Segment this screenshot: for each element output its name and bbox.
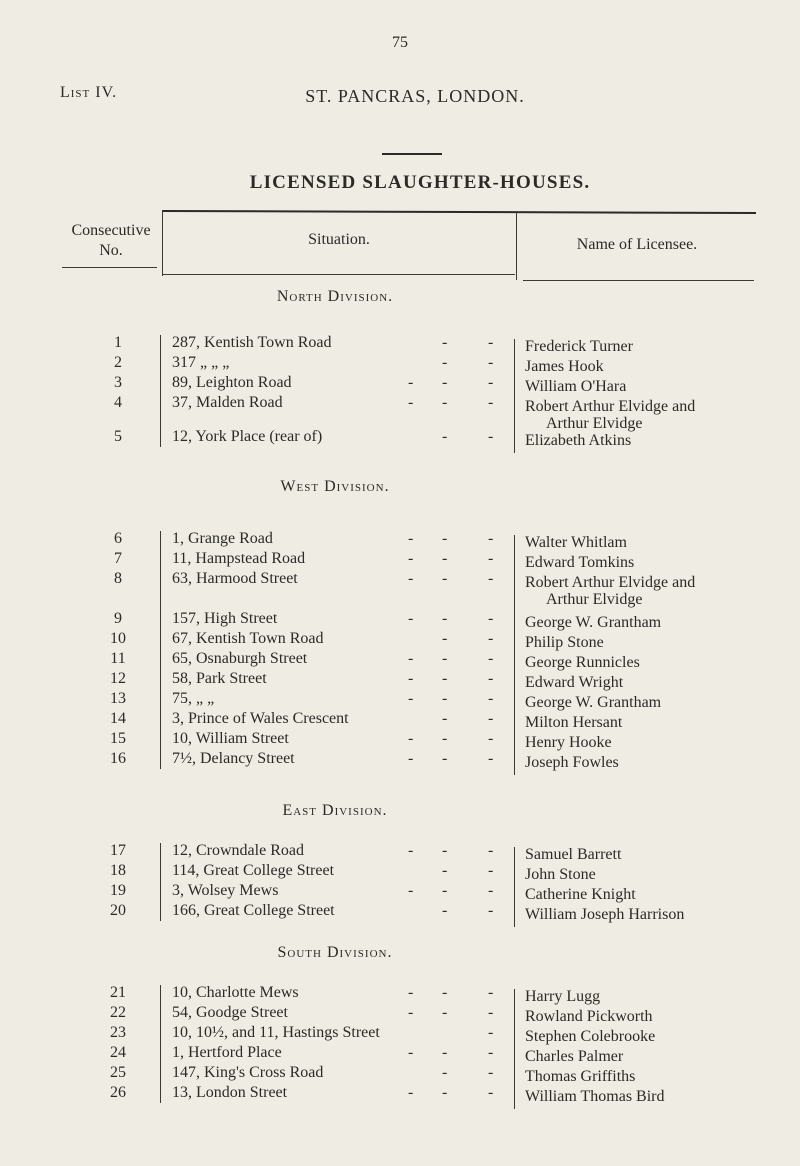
table-row bbox=[0, 861, 800, 881]
row-licensee: John Stone bbox=[525, 866, 596, 883]
leader-dash: - bbox=[488, 862, 494, 879]
leader-dash: - bbox=[442, 984, 448, 1001]
row-licensee: Walter Whitlam bbox=[525, 534, 627, 551]
row-number: 22 bbox=[110, 1004, 126, 1021]
leader-dash: - bbox=[408, 750, 414, 767]
row-licensee: Joseph Fowles bbox=[525, 754, 619, 771]
leader-dash: - bbox=[442, 882, 448, 899]
table-row bbox=[0, 333, 800, 353]
header-rule-no bbox=[62, 267, 157, 268]
division-title: South Division. bbox=[277, 944, 393, 961]
column-separator-right bbox=[514, 847, 515, 927]
row-situation: 58, Park Street bbox=[172, 670, 267, 687]
leader-dash: - bbox=[442, 730, 448, 747]
header-separator-right bbox=[516, 212, 517, 280]
row-licensee: James Hook bbox=[525, 358, 604, 375]
row-situation: 114, Great College Street bbox=[172, 862, 335, 879]
row-licensee: George W. Grantham bbox=[525, 694, 662, 711]
leader-dash: - bbox=[488, 670, 494, 687]
row-situation: 7½, Delancy Street bbox=[172, 750, 295, 767]
row-licensee: William O'Hara bbox=[525, 378, 627, 395]
leader-dash: - bbox=[442, 374, 448, 391]
column-header-no bbox=[58, 221, 164, 261]
row-licensee: Robert Arthur Elvidge and bbox=[525, 574, 696, 591]
row-licensee: Milton Hersant bbox=[525, 714, 623, 731]
row-number: 12 bbox=[110, 670, 126, 687]
leader-dash: - bbox=[488, 630, 494, 647]
leader-dash: - bbox=[442, 394, 448, 411]
row-licensee: Charles Palmer bbox=[525, 1048, 624, 1065]
leader-dash: - bbox=[408, 670, 414, 687]
leader-dash: - bbox=[408, 1084, 414, 1101]
row-situation: 1, Grange Road bbox=[172, 530, 273, 547]
header-rule-situation bbox=[163, 274, 515, 275]
leader-dash: - bbox=[442, 354, 448, 371]
row-licensee: William Thomas Bird bbox=[525, 1088, 665, 1105]
table-row bbox=[0, 689, 800, 709]
row-number: 10 bbox=[110, 630, 126, 647]
leader-dash: - bbox=[488, 1064, 494, 1081]
row-number: 16 bbox=[110, 750, 126, 767]
row-number: 25 bbox=[110, 1064, 126, 1081]
row-situation: 147, King's Cross Road bbox=[172, 1064, 324, 1081]
table-row bbox=[0, 669, 800, 689]
title-divider bbox=[382, 153, 442, 155]
row-licensee: Harry Lugg bbox=[525, 988, 601, 1005]
table-heading: LICENSED SLAUGHTER-HOUSES. bbox=[249, 172, 591, 193]
leader-dash: - bbox=[488, 374, 494, 391]
row-number: 18 bbox=[110, 862, 126, 879]
leader-dash: - bbox=[488, 610, 494, 627]
column-separator-right bbox=[514, 339, 515, 453]
row-number: 20 bbox=[110, 902, 126, 919]
column-header-no-line2: No. bbox=[99, 242, 123, 259]
leader-dash: - bbox=[408, 570, 414, 587]
leader-dash: - bbox=[488, 902, 494, 919]
column-separator-left bbox=[160, 843, 161, 921]
row-number: 5 bbox=[114, 428, 122, 445]
leader-dash: - bbox=[408, 394, 414, 411]
row-situation: 89, Leighton Road bbox=[172, 374, 292, 391]
leader-dash: - bbox=[442, 670, 448, 687]
list-label: List IV. bbox=[60, 84, 118, 101]
leader-dash: - bbox=[488, 730, 494, 747]
table-row bbox=[0, 569, 800, 589]
row-number: 11 bbox=[110, 650, 126, 667]
row-number: 4 bbox=[114, 394, 122, 411]
table-top-rule bbox=[163, 210, 756, 214]
row-licensee: Rowland Pickworth bbox=[525, 1008, 653, 1025]
table-row bbox=[0, 1083, 800, 1103]
document-title: ST. PANCRAS, LONDON. bbox=[305, 86, 525, 106]
row-licensee: George W. Grantham bbox=[525, 614, 662, 631]
table-row bbox=[0, 749, 800, 769]
leader-dash: - bbox=[408, 550, 414, 567]
row-situation: 13, London Street bbox=[172, 1084, 288, 1101]
leader-dash: - bbox=[408, 374, 414, 391]
row-situation: 63, Harmood Street bbox=[172, 570, 298, 587]
table-row bbox=[0, 729, 800, 749]
leader-dash: - bbox=[408, 1044, 414, 1061]
column-separator-left bbox=[160, 985, 161, 1103]
leader-dash: - bbox=[442, 610, 448, 627]
table-row bbox=[0, 629, 800, 649]
row-number: 9 bbox=[114, 610, 122, 627]
leader-dash: - bbox=[442, 1064, 448, 1081]
leader-dash: - bbox=[488, 1044, 494, 1061]
row-number: 6 bbox=[114, 530, 122, 547]
leader-dash: - bbox=[442, 650, 448, 667]
row-number: 14 bbox=[110, 710, 126, 727]
row-licensee: Edward Tomkins bbox=[525, 554, 635, 571]
leader-dash: - bbox=[442, 1004, 448, 1021]
leader-dash: - bbox=[488, 750, 494, 767]
leader-dash: - bbox=[488, 394, 494, 411]
leader-dash: - bbox=[408, 690, 414, 707]
leader-dash: - bbox=[488, 650, 494, 667]
division-title: North Division. bbox=[276, 288, 394, 305]
row-number: 1 bbox=[114, 334, 122, 351]
row-number: 3 bbox=[114, 374, 122, 391]
row-number: 15 bbox=[110, 730, 126, 747]
row-licensee: Catherine Knight bbox=[525, 886, 636, 903]
column-header-no-line1: Consecutive bbox=[71, 222, 151, 239]
table-row bbox=[0, 649, 800, 669]
row-licensee: Robert Arthur Elvidge and bbox=[525, 398, 696, 415]
row-number: 17 bbox=[110, 842, 126, 859]
row-licensee: Stephen Colebrooke bbox=[525, 1028, 656, 1045]
row-situation: 65, Osnaburgh Street bbox=[172, 650, 308, 667]
row-situation: 317 „ „ „ bbox=[172, 354, 230, 371]
row-number: 21 bbox=[110, 984, 126, 1001]
table-row bbox=[0, 609, 800, 629]
leader-dash: - bbox=[442, 530, 448, 547]
leader-dash: - bbox=[408, 530, 414, 547]
row-licensee: Philip Stone bbox=[525, 634, 604, 651]
row-situation: 3, Prince of Wales Crescent bbox=[172, 710, 349, 727]
leader-dash: - bbox=[488, 842, 494, 859]
leader-dash: - bbox=[408, 842, 414, 859]
row-licensee: William Joseph Harrison bbox=[525, 906, 685, 923]
leader-dash: - bbox=[408, 610, 414, 627]
row-licensee: Thomas Griffiths bbox=[525, 1068, 636, 1085]
row-number: 19 bbox=[110, 882, 126, 899]
leader-dash: - bbox=[442, 570, 448, 587]
leader-dash: - bbox=[442, 842, 448, 859]
table-row bbox=[0, 983, 800, 1003]
row-number: 26 bbox=[110, 1084, 126, 1101]
row-number: 8 bbox=[114, 570, 122, 587]
leader-dash: - bbox=[442, 334, 448, 351]
leader-dash: - bbox=[488, 984, 494, 1001]
leader-dash: - bbox=[488, 1024, 494, 1041]
header-separator-left bbox=[162, 210, 163, 276]
table-row bbox=[0, 353, 800, 373]
row-licensee: Frederick Turner bbox=[525, 338, 633, 355]
leader-dash: - bbox=[488, 530, 494, 547]
column-separator-right bbox=[514, 989, 515, 1109]
leader-dash: - bbox=[442, 1044, 448, 1061]
table-row bbox=[0, 1063, 800, 1083]
table-row bbox=[0, 549, 800, 569]
leader-dash: - bbox=[442, 1084, 448, 1101]
table-row bbox=[0, 393, 800, 413]
division-title: West Division. bbox=[280, 478, 390, 495]
row-situation: 12, York Place (rear of) bbox=[172, 428, 323, 445]
column-separator-left bbox=[160, 335, 161, 447]
row-licensee-continued: Arthur Elvidge bbox=[546, 415, 643, 432]
leader-dash: - bbox=[488, 882, 494, 899]
row-situation: 12, Crowndale Road bbox=[172, 842, 304, 859]
leader-dash: - bbox=[442, 630, 448, 647]
row-licensee: George Runnicles bbox=[525, 654, 640, 671]
row-situation: 10, 10½, and 11, Hastings Street bbox=[172, 1024, 380, 1041]
column-separator-left bbox=[160, 531, 161, 769]
row-situation: 157, High Street bbox=[172, 610, 278, 627]
table-row bbox=[0, 529, 800, 549]
leader-dash: - bbox=[408, 730, 414, 747]
column-separator-right bbox=[514, 535, 515, 775]
table-row bbox=[0, 427, 800, 447]
row-situation: 37, Malden Road bbox=[172, 394, 283, 411]
leader-dash: - bbox=[442, 902, 448, 919]
row-situation: 75, „ „ bbox=[172, 690, 215, 707]
leader-dash: - bbox=[442, 750, 448, 767]
leader-dash: - bbox=[442, 428, 448, 445]
header-rule-name bbox=[523, 280, 754, 281]
row-situation: 67, Kentish Town Road bbox=[172, 630, 324, 647]
row-licensee: Samuel Barrett bbox=[525, 846, 622, 863]
table-row-continuation bbox=[0, 590, 800, 610]
leader-dash: - bbox=[442, 862, 448, 879]
leader-dash: - bbox=[488, 334, 494, 351]
row-situation: 1, Hertford Place bbox=[172, 1044, 282, 1061]
table-row bbox=[0, 901, 800, 921]
leader-dash: - bbox=[488, 1004, 494, 1021]
leader-dash: - bbox=[488, 710, 494, 727]
page-number: 75 bbox=[392, 34, 408, 51]
row-situation: 10, Charlotte Mews bbox=[172, 984, 299, 1001]
row-situation: 54, Goodge Street bbox=[172, 1004, 288, 1021]
table-row bbox=[0, 1003, 800, 1023]
table-row bbox=[0, 881, 800, 901]
leader-dash: - bbox=[488, 428, 494, 445]
row-licensee-continued: Arthur Elvidge bbox=[546, 591, 643, 608]
table-row bbox=[0, 709, 800, 729]
leader-dash: - bbox=[488, 1084, 494, 1101]
row-situation: 10, William Street bbox=[172, 730, 289, 747]
leader-dash: - bbox=[442, 690, 448, 707]
leader-dash: - bbox=[488, 354, 494, 371]
table-row bbox=[0, 373, 800, 393]
row-situation: 166, Great College Street bbox=[172, 902, 335, 919]
leader-dash: - bbox=[408, 1004, 414, 1021]
row-licensee: Elizabeth Atkins bbox=[525, 432, 632, 449]
leader-dash: - bbox=[488, 690, 494, 707]
row-licensee: Edward Wright bbox=[525, 674, 624, 691]
leader-dash: - bbox=[488, 570, 494, 587]
leader-dash: - bbox=[408, 650, 414, 667]
division-title: East Division. bbox=[282, 802, 388, 819]
leader-dash: - bbox=[408, 984, 414, 1001]
row-number: 24 bbox=[110, 1044, 126, 1061]
row-licensee: Henry Hooke bbox=[525, 734, 612, 751]
leader-dash: - bbox=[408, 882, 414, 899]
table-row bbox=[0, 841, 800, 861]
row-number: 13 bbox=[110, 690, 126, 707]
column-header-name: Name of Licensee. bbox=[576, 236, 698, 253]
row-situation: 287, Kentish Town Road bbox=[172, 334, 332, 351]
leader-dash: - bbox=[442, 710, 448, 727]
row-situation: 3, Wolsey Mews bbox=[172, 882, 279, 899]
column-header-situation: Situation. bbox=[308, 231, 370, 248]
row-situation: 11, Hampstead Road bbox=[172, 550, 306, 567]
table-row bbox=[0, 1043, 800, 1063]
table-row bbox=[0, 1023, 800, 1043]
row-number: 23 bbox=[110, 1024, 126, 1041]
leader-dash: - bbox=[488, 550, 494, 567]
row-number: 2 bbox=[114, 354, 122, 371]
row-number: 7 bbox=[114, 550, 122, 567]
leader-dash: - bbox=[442, 550, 448, 567]
